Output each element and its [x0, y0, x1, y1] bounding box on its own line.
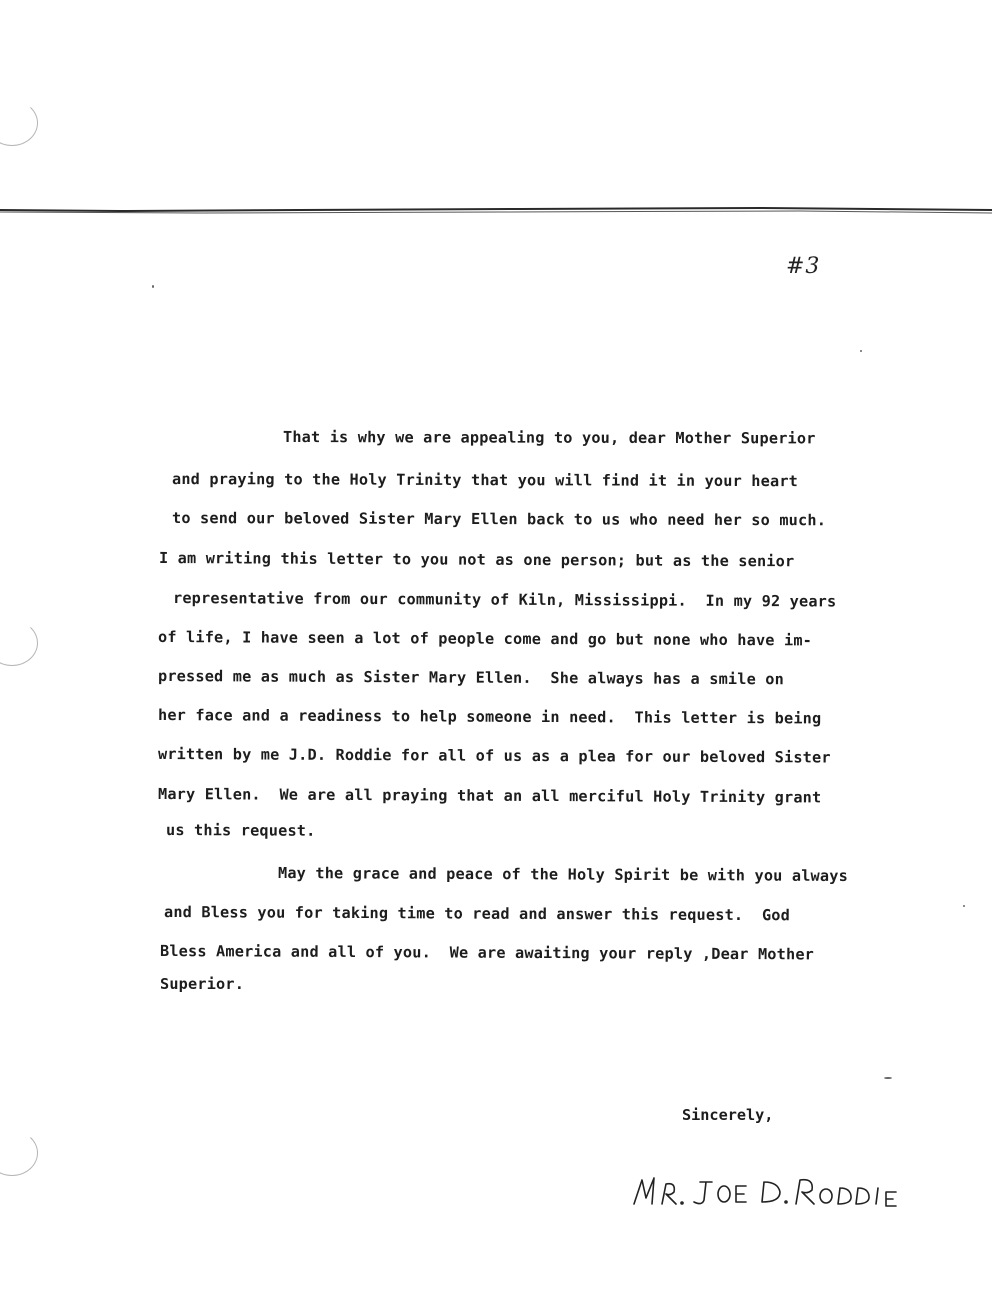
letter-line: representative from our community of Kiln, Mississippi. In my 92 years: [172, 589, 837, 611]
letter-line: May the grace and peace of the Holy Spirit be with you always: [277, 864, 849, 885]
signature: [628, 1170, 898, 1218]
letter-line: and praying to the Holy Trinity that you will find it in your heart: [171, 470, 799, 491]
edge-mark: [0, 620, 38, 666]
letter-line: Mary Ellen. We are all praying that an all merciful Holy Trinity grant: [157, 785, 822, 807]
edge-mark: [0, 100, 38, 146]
page-number: #3: [786, 254, 821, 279]
speck: [152, 285, 154, 288]
letter-line: Superior.: [160, 975, 245, 993]
letter-line: written by me J.D. Roddie for all of us as a plea for our beloved Sister: [157, 745, 831, 767]
speck: [884, 1077, 892, 1079]
letter-line: and Bless you for taking time to read and answer this request. God: [163, 903, 791, 925]
speck: [860, 350, 862, 352]
letter-line: to send our beloved Sister Mary Ellen back to us who need her so much.: [171, 509, 827, 530]
letter-line: That is why we are appealing to you, dear Mother Superior: [282, 428, 816, 448]
speck: [963, 905, 965, 907]
closing: Sincerely,: [682, 1106, 774, 1124]
letter-line: us this request.: [165, 821, 316, 840]
letter-line: her face and a readiness to help someone in need. This letter is being: [157, 706, 822, 728]
edge-mark: [0, 1130, 38, 1176]
letter-line: Bless America and all of you. We are awaiting your reply ,Dear Mother: [159, 942, 815, 964]
top-rule: [0, 203, 992, 219]
letter-line: I am writing this letter to you not as one person; but as the senior: [158, 549, 795, 571]
letter-line: pressed me as much as Sister Mary Ellen. She always has a smile on: [157, 667, 785, 689]
letter-line: of life, I have seen a lot of people come and go but none who have im-: [157, 628, 813, 650]
